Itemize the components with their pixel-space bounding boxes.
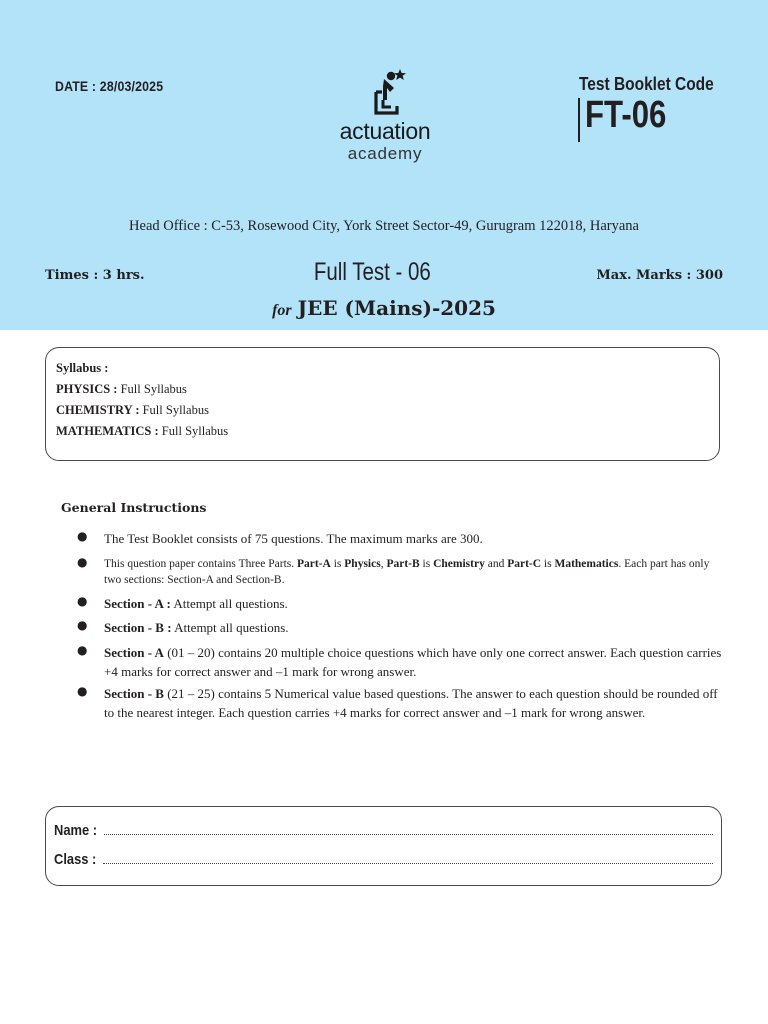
exam-for-label: for — [272, 302, 292, 319]
person-with-star-logo-icon — [363, 66, 411, 118]
bullet-icon: ● — [77, 594, 88, 608]
booklet-code-value: FT-06 — [585, 94, 667, 136]
booklet-code-divider — [578, 98, 580, 142]
max-marks: Max. Marks : 300 — [596, 268, 723, 283]
bullet-icon: ● — [77, 529, 88, 543]
syllabus-mathematics: MATHEMATICS : Full Syllabus — [56, 424, 229, 438]
student-details-box — [45, 806, 722, 886]
exam-date: DATE : 28/03/2025 — [55, 78, 164, 94]
bullet-icon: ● — [77, 618, 88, 632]
general-instructions-heading: General Instructions — [61, 500, 207, 515]
exam-line — [0, 296, 768, 320]
syllabus-box — [45, 347, 720, 461]
name-label: Name : — [54, 822, 98, 839]
class-label: Class : — [54, 851, 97, 868]
test-title-text: Full Test - 06 — [314, 258, 431, 286]
exam-duration: Times : 3 hrs. — [45, 268, 145, 283]
exam-name: JEE (Mains)-2025 — [297, 296, 496, 320]
syllabus-physics: PHYSICS : Full Syllabus — [56, 382, 187, 396]
syllabus-title: Syllabus : — [56, 361, 109, 375]
name-field[interactable] — [54, 815, 713, 839]
bullet-icon: ● — [77, 684, 88, 698]
head-office-address: Head Office : C-53, Rosewood City, York Street Sector-49, Gurugram 122018, Haryana — [129, 218, 639, 234]
bullet-icon: ● — [77, 643, 88, 657]
header-banner — [0, 0, 768, 330]
bullet-icon: ● — [77, 555, 88, 569]
class-dotted-line[interactable] — [103, 851, 713, 864]
logo-subtitle: academy — [347, 144, 423, 163]
class-field[interactable] — [54, 844, 713, 868]
academy-logo — [325, 66, 445, 170]
name-dotted-line[interactable] — [104, 822, 713, 835]
logo-wordmark: actuation — [339, 118, 431, 144]
syllabus-chemistry: CHEMISTRY : Full Syllabus — [56, 403, 209, 417]
booklet-code-label: Test Booklet Code — [579, 74, 714, 94]
